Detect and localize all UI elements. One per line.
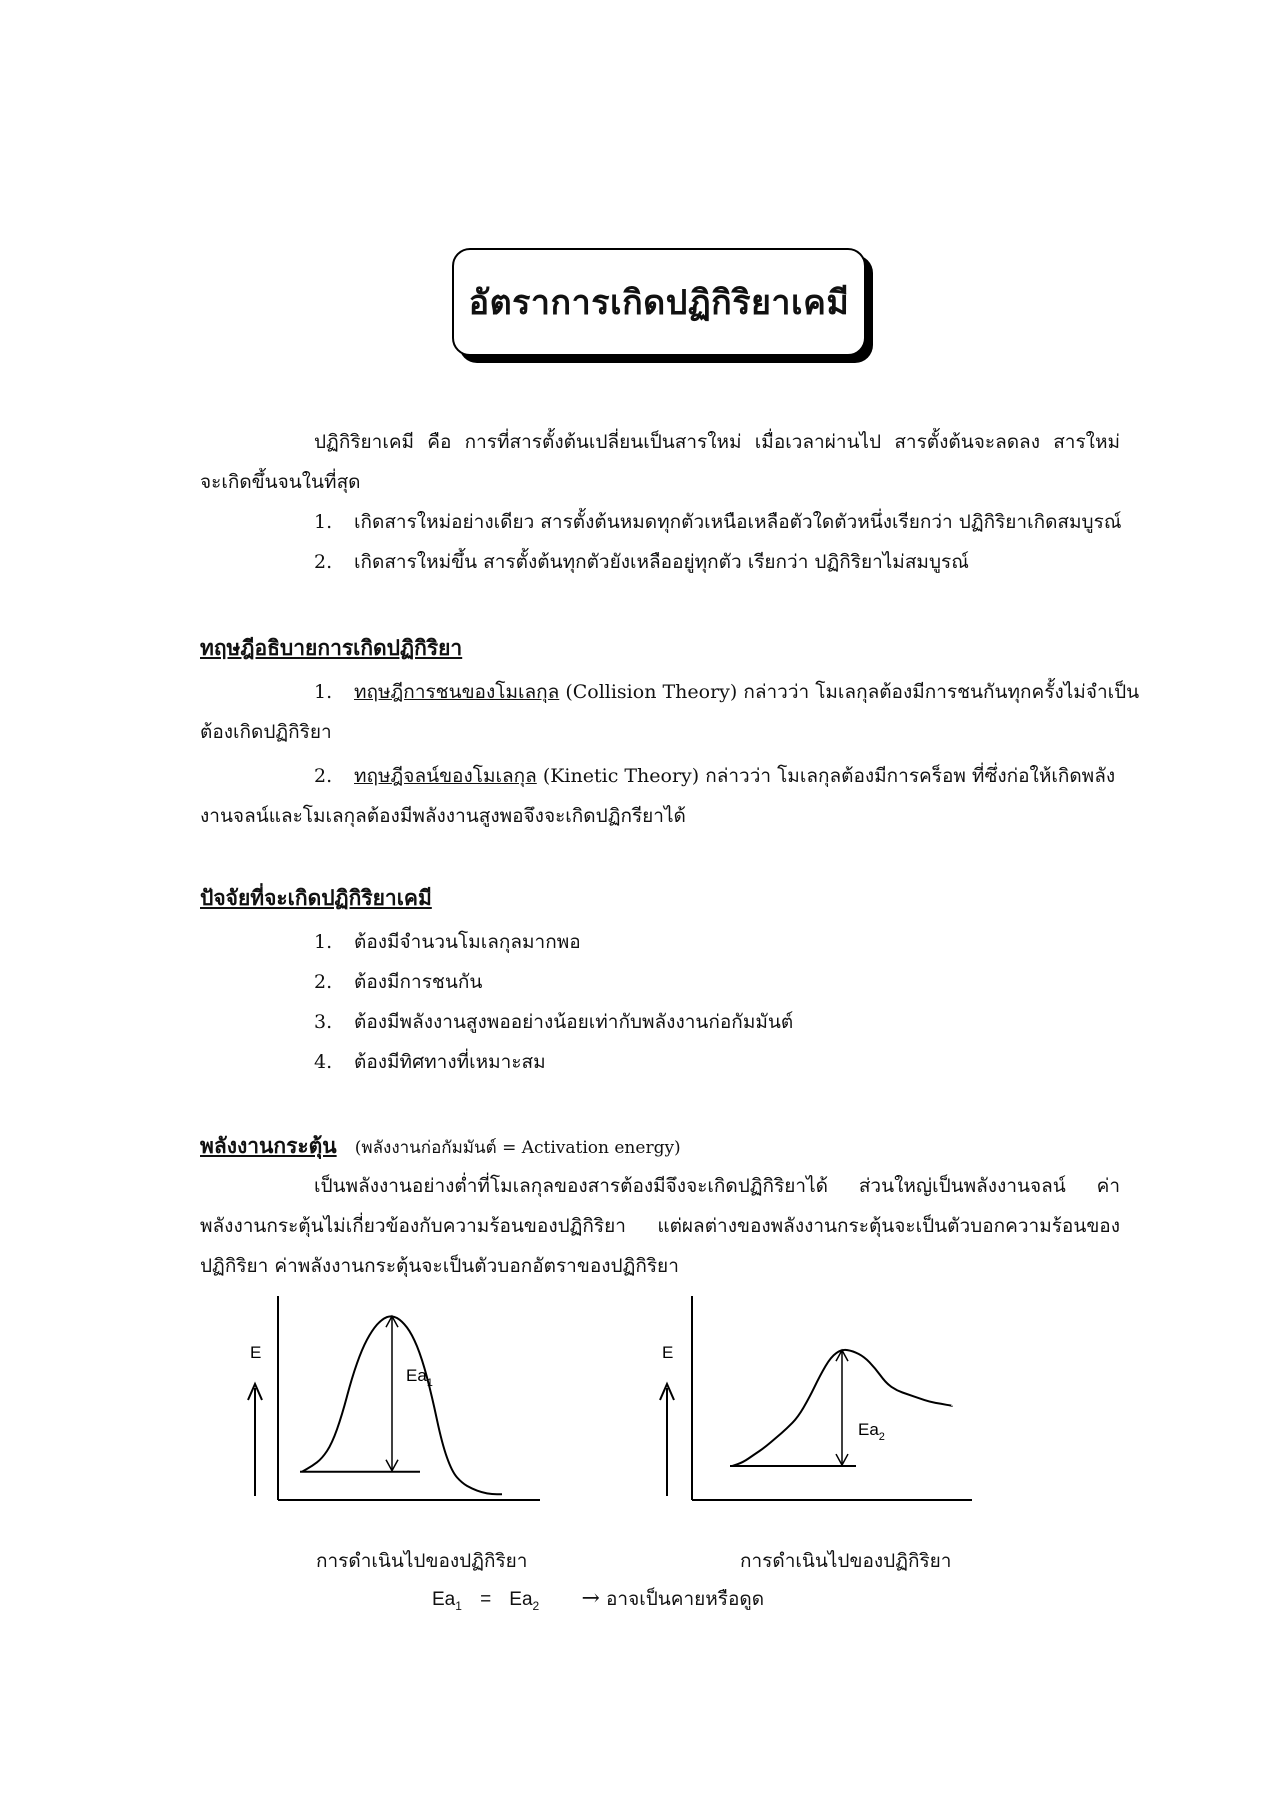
chart2-y-label: E [662, 1343, 674, 1362]
theory-heading: ทฤษฎีอธิบายการเกิดปฏิกิริยา [200, 635, 463, 660]
intro-item-1-text: เกิดสารใหม่อย่างเดียว สารตั้งต้นหมดทุกตัวเหนือเหลือตัวใดตัวหนึ่งเรียกว่า ปฏิกิริยาเกิดสมบูรณ์ [354, 511, 1122, 533]
chart1-ea-label: $Ea_1$ [406, 1366, 433, 1390]
theory-item-1-cont: ต้องเกิดปฏิกิริยา [200, 721, 332, 743]
equation-right: $Ea_2$ [509, 1589, 540, 1613]
chart1-x-label: การดำเนินไปของปฏิกิริยา [316, 1550, 528, 1572]
factor-item-3 [314, 1002, 793, 1042]
factor-item-1-num: 1. [314, 931, 333, 953]
chart2-x-label: การดำเนินไปของปฏิกิริยา [740, 1550, 952, 1572]
theory-item-2 [314, 756, 1120, 796]
theory-item-1-rest: (Collision Theory) กล่าวว่า โมเลกุลต้องมีการชนกันทุกครั้งไม่จำเป็น [565, 681, 1140, 703]
theory-item-2-num: 2. [314, 765, 333, 787]
energy-diagram-1 [240, 1296, 560, 1516]
equation-equals: = [480, 1589, 492, 1610]
activation-line-2: พลังงานกระตุ้นไม่เกี่ยวข้องกับความร้อนของปฏิกิริยา แต่ผลต่างของพลังงานกระตุ้นจะเป็นตัวบอกความร้อนของ [200, 1215, 1120, 1237]
activation-line-1: เป็นพลังงานอย่างต่ำที่โมเลกุลของสารต้องมีจึงจะเกิดปฏิกิริยาได้ ส่วนใหญ่เป็นพลังงานจลน์ ค่า [314, 1175, 1120, 1197]
page-title: อัตราการเกิดปฏิกิริยาเคมี [468, 283, 850, 323]
factor-item-1-text: ต้องมีจำนวนโมเลกุลมากพอ [354, 931, 581, 953]
theory-item-1 [314, 672, 1140, 712]
intro-item-1 [314, 502, 1121, 542]
intro-item-2-text: เกิดสารใหม่ขึ้น สารตั้งต้นทุกตัวยังเหลืออยู่ทุกตัว เรียกว่า ปฏิกิริยาไม่สมบูรณ์ [354, 551, 969, 573]
intro-line-1: ปฏิกิริยาเคมี คือ การที่สารตั้งต้นเปลี่ยนเป็นสารใหม่ เมื่อเวลาผ่านไป สารตั้งต้นจะลดลง สารใหม่ [314, 431, 1120, 453]
theory-item-2-cont: งานจลน์และโมเลกุลต้องมีพลังงานสูงพอจึงจะเกิดปฏิกรียาได้ [200, 805, 686, 827]
kinetic-theory-name: ทฤษฎีจลน์ของโมเลกุล [354, 765, 537, 787]
factor-item-1 [314, 922, 581, 962]
factor-item-2 [314, 962, 482, 1002]
ea-equation [432, 1584, 764, 1614]
factor-item-4 [314, 1042, 546, 1082]
chart2-ea-label: $Ea_2$ [858, 1420, 885, 1444]
activation-heading-row [200, 1126, 681, 1168]
equation-left: $Ea_1$ [432, 1589, 462, 1613]
intro-line-2: จะเกิดขึ้นจนในที่สุด [200, 471, 361, 493]
theory-item-1-num: 1. [314, 681, 333, 703]
energy-diagram-2 [652, 1296, 982, 1516]
factor-item-3-num: 3. [314, 1011, 333, 1033]
intro-item-1-num: 1. [314, 511, 333, 533]
chart1-y-label: E [250, 1343, 262, 1362]
chart1-energy-curve [302, 1316, 502, 1494]
factor-item-2-text: ต้องมีการชนกัน [354, 971, 483, 993]
collision-theory-name: ทฤษฎีการชนของโมเลกุล [354, 681, 560, 703]
intro-item-2 [314, 542, 969, 582]
title-box [452, 248, 866, 356]
factor-item-4-num: 4. [314, 1051, 333, 1073]
activation-line-3: ปฏิกิริยา ค่าพลังงานกระตุ้นจะเป็นตัวบอกอัตราของปฏิกิริยา [200, 1255, 679, 1277]
factors-heading: ปัจจัยที่จะเกิดปฏิกิริยาเคมี [200, 885, 432, 910]
factor-item-4-text: ต้องมีทิศทางที่เหมาะสม [354, 1051, 546, 1073]
activation-subtitle: (พลังงานก่อกัมมันต์ = Activation energy) [354, 1138, 681, 1158]
factor-item-3-text: ต้องมีพลังงานสูงพออย่างน้อยเท่ากับพลังงานก่อกัมมันต์ [354, 1011, 794, 1033]
intro-item-2-num: 2. [314, 551, 333, 573]
activation-heading: พลังงานกระตุ้น [200, 1133, 337, 1158]
factor-item-2-num: 2. [314, 971, 333, 993]
right-arrow-icon: → [581, 1586, 600, 1611]
theory-item-2-rest: (Kinetic Theory) กล่าวว่า โมเลกุลต้องมีการคร็อพ ที่ซึ่งก่อให้เกิดพลัง [542, 765, 1116, 787]
equation-result: อาจเป็นคายหรือดูด [606, 1588, 765, 1610]
